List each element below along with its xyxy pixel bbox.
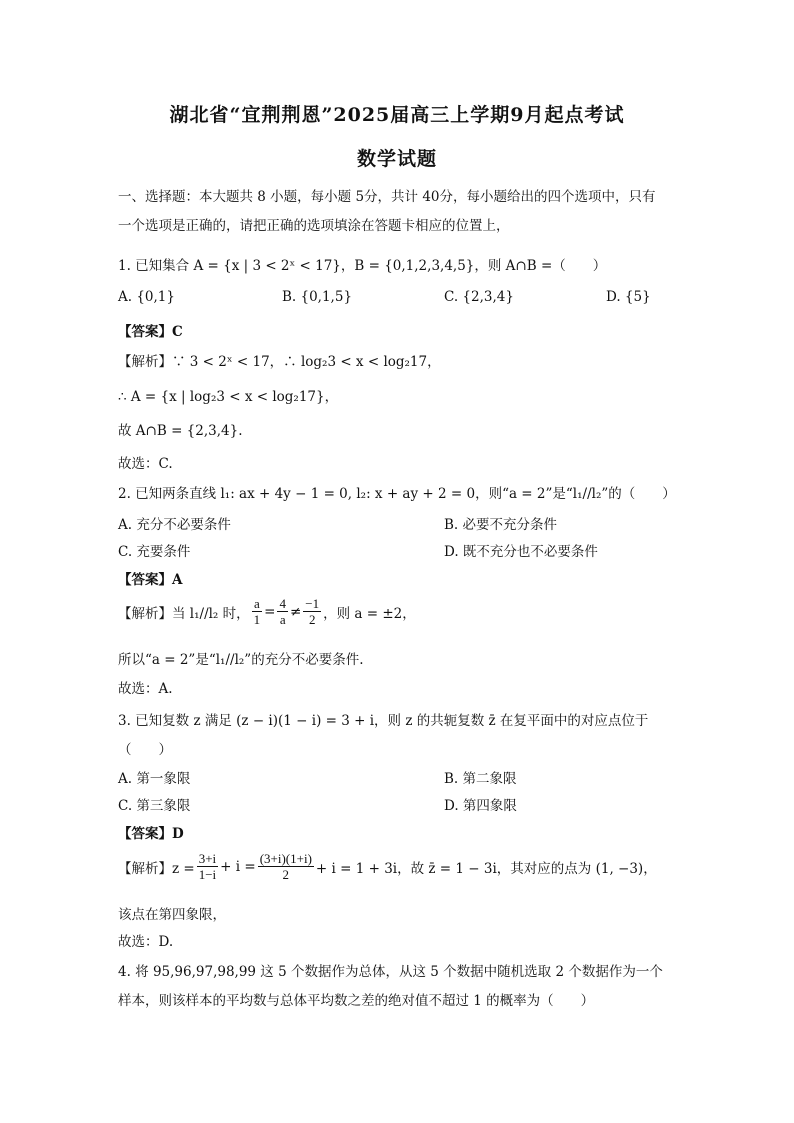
- fraction-numerator: −1: [305, 596, 320, 611]
- q3-option-d: D. 第四象限: [444, 798, 517, 814]
- q4-stem-line2: 样本，则该样本的平均数与总体平均数之差的绝对值不超过 1 的概率为（ ）: [118, 993, 595, 1009]
- q3-fraction-2: [258, 851, 314, 882]
- q3-fraction-1: [197, 851, 218, 882]
- fraction-numerator: 4: [279, 596, 286, 611]
- q3-stem: 3. 已知复数 z 满足 (z − i)(1 − i) = 3 + i，则 z 的共轭复数 z̄ 在复平面中的对应点位于: [118, 713, 649, 729]
- q3-explanation-prefix: 【解析】z =: [118, 860, 195, 877]
- q4-stem-line1: 4. 将 95,96,97,98,99 这 5 个数据作为总体，从这 5 个数据中随机选取 2 个数据作为一个: [118, 964, 663, 980]
- q3-answer: 【答案】D: [118, 826, 184, 842]
- q2-explanation-prefix: 【解析】当 l₁//l₂ 时，: [118, 605, 250, 622]
- q2-option-a: A. 充分不必要条件: [118, 517, 231, 533]
- q2-option-c: C. 充要条件: [118, 544, 191, 560]
- q2-explanation-2: 所以“a = 2”是“l₁//l₂”的充分不必要条件.: [118, 652, 364, 668]
- section-instructions-line2: 一个选项是正确的，请把正确的选项填涂在答题卡相应的位置上，: [118, 218, 510, 234]
- equals-sign: =: [264, 603, 276, 620]
- fraction-denominator: a: [279, 612, 286, 627]
- q3-explanation-3: 故选：D.: [118, 934, 174, 950]
- q1-option-c: C. {2,3,4}: [444, 289, 514, 305]
- q1-explanation-4: 故选：C.: [118, 456, 173, 472]
- q2-answer: 【答案】A: [118, 572, 183, 588]
- q3-option-a: A. 第一象限: [118, 771, 191, 787]
- q2-option-d: D. 既不充分也不必要条件: [444, 544, 598, 560]
- q1-explanation-3: 故 A∩B = {2,3,4}.: [118, 423, 243, 439]
- q1-explanation-2: ∴ A = {x | log₂3 < x < log₂17}，: [118, 389, 339, 405]
- q2-explanation-suffix: ，则 a = ±2，: [323, 605, 416, 622]
- q2-explanation-3: 故选：A.: [118, 681, 173, 697]
- q2-fraction-4-over-a: [277, 596, 288, 627]
- section-instructions-line1: 一、选择题：本大题共 8 小题，每小题 5分，共计 40分，每小题给出的四个选项中，只有: [118, 189, 656, 205]
- exam-title: 湖北省“宜荆荆恩”2025届高三上学期9月起点考试: [169, 104, 625, 126]
- fraction-denominator: 1: [253, 612, 261, 627]
- q3-explanation-suffix: + i = 1 + 3i，故 z̄ = 1 − 3i，其对应的点为 (1, −3)，: [315, 860, 657, 877]
- q3-option-c: C. 第三象限: [118, 798, 191, 814]
- fraction-denominator: 2: [282, 867, 290, 882]
- q1-option-d: D. {5}: [606, 289, 651, 305]
- q1-explanation-1: 【解析】∵ 3 < 2ˣ < 17，∴ log₂3 < x < log₂17，: [118, 354, 441, 370]
- q1-option-b: B. {0,1,5}: [282, 289, 353, 305]
- q3-explanation-mid: + i =: [220, 858, 256, 875]
- exam-subtitle: 数学试题: [356, 148, 437, 170]
- fraction-numerator: 3+i: [198, 851, 217, 866]
- fraction-denominator: 1−i: [198, 867, 217, 882]
- q1-option-a: A. {0,1}: [118, 289, 175, 305]
- fraction-numerator: a: [254, 596, 260, 611]
- q3-stem-continued: （ ）: [118, 742, 172, 758]
- q2-explanation-1: [118, 596, 416, 627]
- q1-answer: 【答案】C: [118, 324, 183, 340]
- q3-explanation-1: [118, 851, 657, 882]
- q2-option-b: B. 必要不充分条件: [444, 517, 558, 533]
- q2-fraction-neg1-over-2: [303, 596, 321, 627]
- q2-stem: 2. 已知两条直线 l₁: ax + 4y − 1 = 0, l₂: x + ay + 2 = 0，则“a = 2”是“l₁//l₂”的（ ）: [118, 486, 676, 502]
- fraction-denominator: 2: [308, 612, 316, 627]
- q1-stem: 1. 已知集合 A = {x | 3 < 2ˣ < 17}，B = {0,1,2,3,4,5}，则 A∩B =（ ）: [118, 258, 607, 274]
- q2-fraction-a-over-1: [252, 596, 263, 627]
- q3-explanation-2: 该点在第四象限，: [118, 907, 226, 923]
- fraction-numerator: (3+i)(1+i): [259, 851, 312, 866]
- not-equal-sign: ≠: [289, 603, 302, 620]
- q3-option-b: B. 第二象限: [444, 771, 517, 787]
